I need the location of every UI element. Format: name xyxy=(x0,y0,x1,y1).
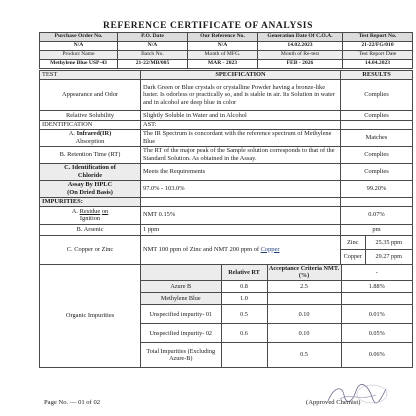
test-ir-name: Infrared(IR) xyxy=(76,130,112,138)
test-report-no-value: 21-22/FG/010 xyxy=(343,42,413,51)
impurity-rrt: 0.8 xyxy=(221,281,267,293)
spec-identification: AST: xyxy=(141,121,341,130)
impurity-name: Methylene Blue xyxy=(141,293,221,305)
test-organic-impurities: Organic Impurities xyxy=(40,264,141,367)
result-chloride: Complies xyxy=(341,164,413,181)
header-label: Generation Date Of C.O.A. xyxy=(258,33,343,42)
column-header-test: TEST xyxy=(40,71,141,80)
retest-month-value: FEB - 2026 xyxy=(258,60,343,69)
generation-date-value: 14.02.2023 xyxy=(258,42,343,51)
test-residue xyxy=(40,206,141,224)
zinc-value: 25.35 ppm xyxy=(365,236,412,250)
impurity-result: 0.06% xyxy=(341,343,412,367)
test-chloride-prefix: C. xyxy=(64,164,71,172)
impurity-limit: 2.5 xyxy=(267,281,341,293)
result-appearance: Complies xyxy=(341,80,413,111)
impurity-result: 1.88% xyxy=(341,281,412,293)
impurity-rrt: 0.6 xyxy=(221,324,267,343)
test-chloride-name-2: Chloride xyxy=(77,172,103,179)
spec-residue: NMT 0.15% xyxy=(141,206,341,224)
impurity-name: Total Impurities (Excluding Azure-B) xyxy=(141,343,221,367)
result-assay: 99.20% xyxy=(341,181,413,198)
header-label: Month of MFG. xyxy=(188,51,258,60)
test-residue-name-2: on xyxy=(101,207,109,215)
impurity-limit: 0.10 xyxy=(267,324,341,343)
test-rt: B. Retention Time (RT) xyxy=(40,147,141,164)
header-label: Batch No. xyxy=(118,51,188,60)
spec-appearance: Dark Green or Blue crystals or crystalline Powder having a bronze-like luster. Is odorless or practically so, and is stable in air. Its Solution in water and in alcohol are deep blue in color xyxy=(141,80,341,111)
test-residue-name: Residue xyxy=(79,207,101,215)
spec-chloride: Meets the Requirements xyxy=(141,164,341,181)
organic-impurities-table xyxy=(141,265,412,367)
column-header-results: RESULTS xyxy=(341,71,413,80)
organic-header-result: - xyxy=(341,265,412,281)
spec-ir: The IR Spectrum is concordant with the reference spectrum of Methylene Blue xyxy=(141,130,341,147)
page-number: Page No. — 01 of 02 xyxy=(44,399,101,406)
test-chloride-name: Identification of xyxy=(71,164,116,172)
copper-zinc-results xyxy=(341,236,412,264)
impurity-limit: 0.10 xyxy=(267,305,341,324)
copper-label: Copper xyxy=(341,250,365,264)
reference-value: N/A xyxy=(188,42,258,51)
test-ir xyxy=(40,130,141,147)
zinc-label: Zinc xyxy=(341,236,365,250)
test-chloride xyxy=(40,164,141,181)
header-label: Our Reference No. xyxy=(188,33,258,42)
header-label: P.O. Date xyxy=(118,33,188,42)
organic-header-limit: Acceptance Criteria NMT. (%) xyxy=(268,265,340,280)
impurity-name: Azure B xyxy=(141,281,221,293)
spec-arsenic: 1 ppm xyxy=(141,224,341,235)
mfg-month-value: MAR - 2023 xyxy=(188,60,258,69)
impurity-name: Unspecified impurity- 01 xyxy=(141,305,221,324)
header-label: Test Report Date xyxy=(343,51,413,60)
header-table xyxy=(39,32,413,69)
approved-chemist: (Approved Chemist) xyxy=(306,399,361,406)
result-rt: Complies xyxy=(341,147,413,164)
result-ir: Matches xyxy=(341,130,413,147)
test-assay xyxy=(40,181,141,198)
impurity-rrt: 0.5 xyxy=(221,305,267,324)
header-label: Test Report No. xyxy=(343,33,413,42)
impurity-result: 0.01% xyxy=(341,305,412,324)
spec-assay: 97.0% - 103.0% xyxy=(141,181,341,198)
document-title: REFERENCE CERTIFICATE OF ANALYSIS xyxy=(103,21,313,31)
result-solubility: Complies xyxy=(341,111,413,121)
test-copper-zinc: C. Copper or Zinc xyxy=(40,235,141,264)
test-identification: IDENTIFICATION xyxy=(40,121,141,130)
spec-copper-zinc-text: NMT 100 ppm of Zinc and NMT 200 ppm of xyxy=(143,245,260,253)
copper-value: 29.27 ppm xyxy=(365,250,412,264)
test-arsenic: B. Arsenic xyxy=(40,224,141,235)
po-date-value: N/A xyxy=(118,42,188,51)
batch-no-value: 21-22/MB/005 xyxy=(118,60,188,69)
impurity-name: Unspecified impurity- 02 xyxy=(141,324,221,343)
impurity-rrt xyxy=(221,343,267,367)
test-residue-prefix: A. xyxy=(71,207,78,215)
report-date-value: 14.04.2023 xyxy=(343,60,413,69)
test-appearance: Appearance and Odor xyxy=(40,80,141,111)
specification-table xyxy=(39,70,413,368)
test-ir-prefix: A. xyxy=(68,130,75,138)
test-ir-name-2: Absorption xyxy=(75,138,105,145)
purchase-order-value: N/A xyxy=(40,42,118,51)
spec-rt: The RT of the major peak of the Sample solution corresponds to that of the Standard Solution. As obtained in the Assay. xyxy=(141,147,341,164)
organic-header-name xyxy=(141,265,221,281)
test-assay-name-2: (On Dried Basis) xyxy=(67,189,113,196)
result-copper-zinc xyxy=(341,235,413,264)
impurity-rrt: 1.0 xyxy=(221,293,267,305)
header-label: Product Name xyxy=(40,51,118,60)
impurity-limit: 0.5 xyxy=(267,343,341,367)
impurity-result: 0.05% xyxy=(341,324,412,343)
organic-impurities-cell xyxy=(141,264,413,367)
header-label: Purchase Order No. xyxy=(40,33,118,42)
result-residue: 0.07% xyxy=(341,206,413,224)
column-header-specification: SPECIFICATION xyxy=(141,71,341,80)
header-label: Month of Re-test xyxy=(258,51,343,60)
test-impurities: IMPURITIES: xyxy=(40,198,141,207)
organic-header-rrt: Relative RT xyxy=(221,265,267,281)
spec-copper-zinc xyxy=(141,235,341,264)
result-arsenic: pm xyxy=(341,224,413,235)
spec-copper-link[interactable]: Copper xyxy=(260,245,280,253)
spec-solubility: Slightly Soluble in Water and in Alcohol xyxy=(141,111,341,121)
impurity-result xyxy=(341,293,412,305)
test-solubility: Relative Solubility xyxy=(40,111,141,121)
impurity-limit xyxy=(267,293,341,305)
test-residue-name-3: Ignition xyxy=(79,215,101,223)
test-assay-name: Assay By HPLC xyxy=(67,181,113,189)
product-name-value: Methylene Blue USP-43 xyxy=(40,60,118,69)
